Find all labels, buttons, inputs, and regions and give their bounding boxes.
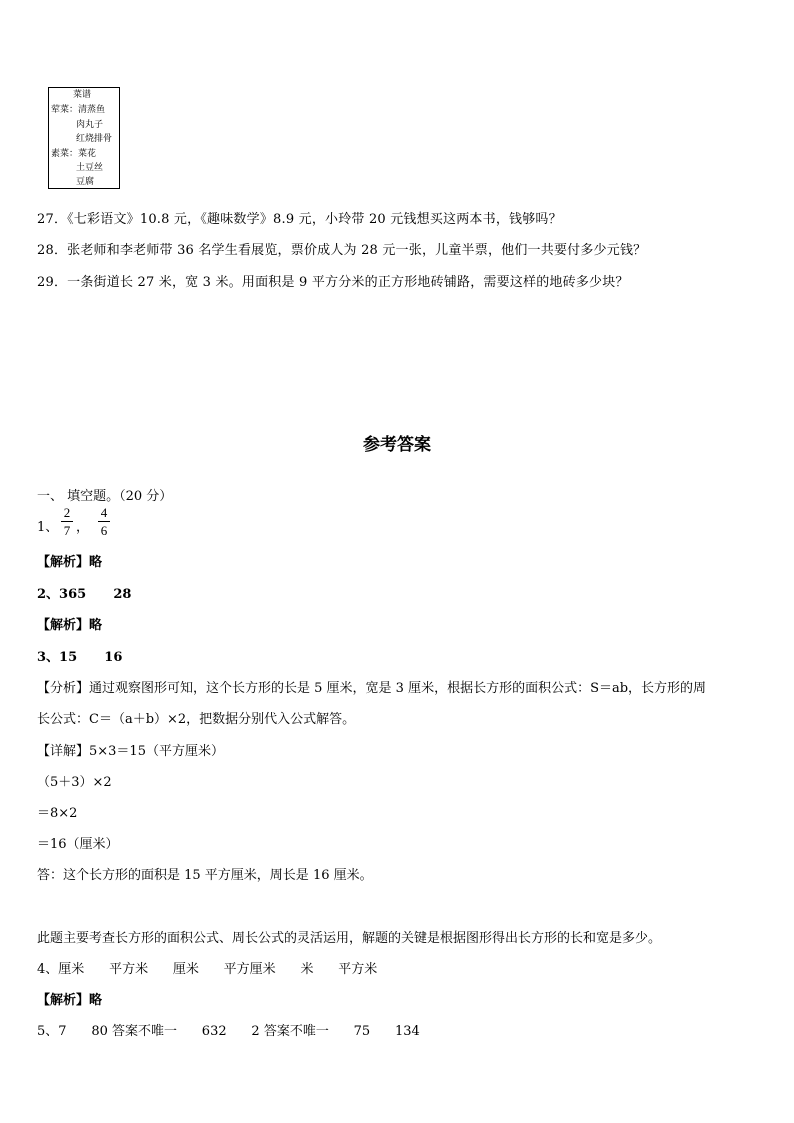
fraction-1-denominator: 7 (63, 523, 71, 538)
answer-1-analysis: 【解析】略 (37, 555, 103, 570)
answer-3: 3、15 16 (37, 650, 123, 665)
menu-line: 土豆丝 (76, 163, 104, 173)
question-27: 27．《七彩语文》10.8 元，《趣味数学》8.9 元，小玲带 20 元钱想买这两本书，钱够吗？ (37, 212, 562, 227)
menu-title: 菜谱 (73, 90, 92, 100)
answer-3-detail: 【详解】5×3＝15（平方厘米） (37, 744, 224, 759)
menu-box (48, 87, 120, 189)
menu-line: 豆腐 (76, 177, 95, 187)
menu-line: 素菜：菜花 (51, 149, 97, 159)
fraction-2-denominator: 6 (100, 523, 108, 538)
menu-line: 肉丸子 (76, 120, 104, 130)
answer-3-step: （5＋3）×2 (37, 775, 112, 790)
fraction-1-numerator: 2 (63, 505, 71, 520)
answer-4-analysis: 【解析】略 (37, 993, 103, 1008)
fraction-2-bar (98, 521, 110, 522)
question-28: 28．张老师和李老师带 36 名学生看展览，票价成人为 28 元一张，儿童半票，他们一共要付多少元钱？ (37, 243, 647, 258)
answer-1-prefix: 1、 (37, 520, 59, 535)
answer-3-summary: 此题主要考查长方形的面积公式、周长公式的灵活运用，解题的关键是根据图形得出长方形的长和宽是多少。 (37, 931, 662, 946)
answer-2: 2、365 28 (37, 587, 132, 602)
answer-3-step: ＝16（厘米） (37, 837, 119, 852)
fraction-1-bar (61, 521, 73, 522)
fraction-separator: ， (76, 520, 90, 535)
answer-3-step: ＝8×2 (37, 806, 78, 821)
answer-4: 4、厘米 平方米 厘米 平方厘米 米 平方米 (37, 962, 378, 977)
menu-line: 荤菜：清蒸鱼 (51, 105, 106, 115)
answers-title: 参考答案 (363, 435, 431, 455)
answer-3-conclusion: 答：这个长方形的面积是 15 平方厘米，周长是 16 厘米。 (37, 868, 373, 883)
answer-5: 5、7 80 答案不唯一 632 2 答案不唯一 75 134 (37, 1024, 420, 1039)
menu-line: 红烧排骨 (76, 134, 113, 144)
answer-2-analysis: 【解析】略 (37, 618, 103, 633)
answer-3-analysis-line1: 【分析】通过观察图形可知，这个长方形的长是 5 厘米，宽是 3 厘米，根据长方形的面积公式：S＝ab，长方形的周 (37, 681, 707, 696)
fraction-2-numerator: 4 (100, 505, 108, 520)
question-29: 29．一条街道长 27 米，宽 3 米。用面积是 9 平方分米的正方形地砖铺路，需要这样的地砖多少块？ (37, 275, 629, 290)
fraction-2 (98, 505, 110, 538)
answer-3-analysis-line2: 长公式：C＝（a＋b）×2，把数据分别代入公式解答。 (37, 712, 356, 727)
fraction-1 (61, 505, 73, 538)
section-heading: 一、 填空题。（20 分） (37, 489, 173, 504)
